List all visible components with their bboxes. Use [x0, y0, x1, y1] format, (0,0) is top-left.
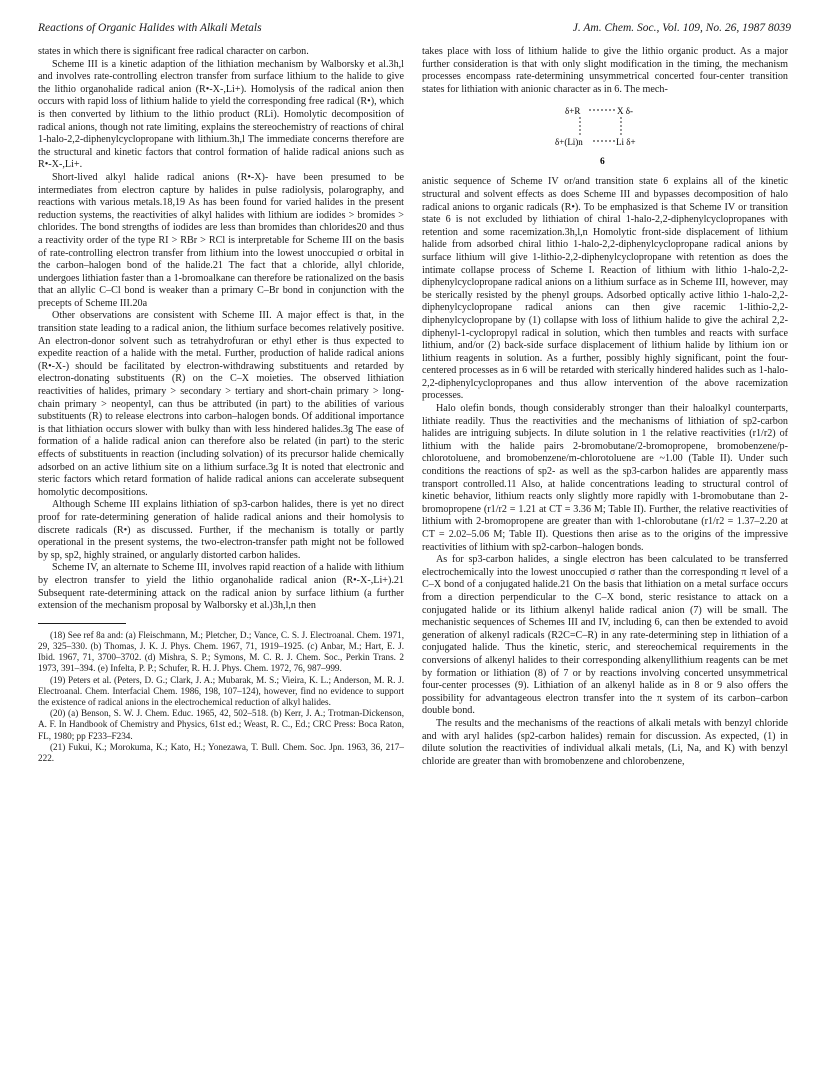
body-paragraph: Halo olefin bonds, though considerably stronger than their haloalkyl counterparts, lithiate readily. Thus the reactivities and the mechanisms of lithiation of sp2-carbon halides are intriguing subjects. In dilute solution in 1 the relative reactivities (r1/r2) of lithium with the halide pairs 2-bromobutane/2-bromopropene, bromobenzene/p-chlorotoluene, and bromobenzene/m-chlorotoluene are ~1.00 (Table II). Under such conditions the reactions of sp2- as well as the sp3-carbon halides are apparently mass transport controlled.11 Also, at halide concentrations leading to structural control of kinetic behavior, lithium reacts only slightly more rapidly with 1-bromobutane than 2-bromopropene (r1/r2 = 1.21 at CT = 3.36 M; Table II). Further, the relative reactivities of lithium with 2-bromopropene are greater than with 1-chlorobutane (r1/r2 = 1.37–2.20 at CT = 2.02–5.06 M; Table II). Questions then arise as to the origins of the impressive reactivities of lithium with sp2-carbon–halogen bonds. [422, 403, 788, 553]
structure-top-right: X δ- [617, 106, 633, 117]
left-column [38, 46, 404, 764]
footnote: (19) Peters et al. (Peters, D. G.; Clark, J. A.; Mubarak, M. S.; Vieira, K. L.; Anderson, M. R. J. Electroanal. Chem. Interfacial Chem. 1986, 198, 107–124), however, find no evidence to support the existence of radical anions in the electrochemical reduction of alkyl halides. [38, 674, 404, 707]
body-paragraph: Although Scheme III explains lithiation of sp3-carbon halides, there is yet no direct proof for rate-determining generation of halide radical anions and their homolysis to discrete radicals (R•) as discussed. Further, if the mechanism is totally or partly operational in the present systems, the two-electron-transfer path might not be followed by sp, sp2, highly strained, or angularly distorted carbon halides. [38, 499, 404, 561]
body-paragraph: states in which there is significant free radical character on carbon. [38, 46, 309, 57]
body-paragraph: Scheme IV, an alternate to Scheme III, involves rapid reaction of a halide with lithium by electron transfer to yield the lithio organohalide radical anion (R•-X-,Li+).21 Subsequent rate-determining attack on the radical anion by surface lithium (a further extension of the mechanism proposal by Walborsky et al.)3h,l,n then [38, 562, 404, 612]
running-head [38, 22, 791, 38]
structure-number: 6 [600, 157, 605, 168]
structure-bottom-left: δ+(Li)n [555, 137, 583, 148]
body-paragraph: Short-lived alkyl halide radical anions (R•-X)- have been presumed to be intermediates from electron capture by halides in pulse radiolysis, polarography, and reactions with various metals.18,19 As has been found for varied halides in the present reduction systems, the reactivities of alkyl halides with lithium are iodides > bromides > chlorides. The bond strengths of iodides are less than bromides than chlorides20 and thus a reactivity order of the type RI > RBr > RCl is interpretable for Scheme III on the basis of rate-controlling electron transfer from lithium into the lowest unoccupied σ orbital in the carbon–halogen bond of the halide.21 The fact that a chloride, allyl chloride, undergoes lithiation faster than a 1-bromoalkane can therefore be rationalized on the basis that an allylic C–Cl bond is weaker than a primary C–Br bond in conjunction with the precepts of Scheme III.20a [38, 171, 404, 309]
body-paragraph: takes place with loss of lithium halide to give the lithio organic product. As a major further consideration is that with only slight modification in the timing, the mechanism processes encompass rate-determining unsymmetrical concerted four-center transition states for lithiation with anionic character as in 6. The mech- [422, 46, 788, 95]
footnote: (21) Fukui, K.; Morokuma, K.; Kato, H.; Yonezawa, T. Bull. Chem. Soc. Jpn. 1963, 36, 217–222. [38, 741, 404, 763]
body-paragraph: Scheme III is a kinetic adaption of the lithiation mechanism by Walborsky et al.3h,l and involves rate-controlling electron transfer from surface lithium to the halide to give the lithio organohalide radical anion (R•-X-,Li+). Homolysis of the radical anion then occurs with rapid loss of lithium halide to yield the corresponding free radical (R•), which is then converted by lithium to the lithio product (RLi). Homolytic decomposition of radical anions, though not rate limiting, explains the stereochemistry of reactions of chiral 1-halo-2,2-diphenylcyclopropane with lithium.3h,l The immediate concerns therefore are the structural and kinetic factors that control formation of halide radical anions such as R•-X-,Li+. [38, 58, 404, 171]
footnote: (18) See ref 8a and: (a) Fleischmann, M.; Pletcher, D.; Vance, C. S. J. Electroanal. Chem. 1971, 29, 325–330. (b) Thomas, J. K. J. Phys. Chem. 1967, 71, 1919–1925. (c) Anbar, M.; Hart, E. J. Ibid. 1967, 71, 3700–3702. (d) Mishra, S. P.; Symons, M. C. R. J. Chem. Soc., Perkin Trans. 2 1973, 391–394. (e) Infelta, P. P.; Schufer, R. H. J. Phys. Chem. 1972, 76, 987–999. [38, 629, 404, 674]
footnote-rule [38, 623, 126, 624]
right-column [422, 46, 788, 768]
body-paragraph: The results and the mechanisms of the reactions of alkali metals with benzyl chloride and with aryl halides (sp2-carbon halides) remain for discussion. As expected, (1) in dilute solution the reactivities of individual alkali metals, (Li, Na, and K) with benzyl chloride are greater than with bromobenzene and chlorobenzene, [422, 717, 788, 767]
body-paragraph: As for sp3-carbon halides, a single electron has been calculated to be transferred electrochemically into the lowest unoccupied σ rather than the corresponding π level of a C–X bond of a conjugated halide.21 On the basis that lithiation on a metal surface occurs from a direction perpendicular to the C–X bond, steric resistance to attack on a conjugated halide or its lithium alkenyl halide radical anion (7) will be small. The mechanistic sequences of Schemes III and IV, including 6, can then be extended to avoid generation of alkenyl radicals (R2C=C–R) in any rate-determining step in lithiation of a conjugated halide. Thus the kinetic, steric, and stereochemical requirements in the conversions of alkenyl halides to their corresponding alkenyllithium reagents can be met by formation or lithiation (8) of 7 or by reactions involving concerted unsymmetrical four-center processes (9). Lithiation of an alkenyl halide as in 8 or 9 also offers the possibility for advantageous electron transfer into the π system of its carbon–carbon double bond. [422, 554, 788, 717]
footnote: (20) (a) Benson, S. W. J. Chem. Educ. 1965, 42, 502–518. (b) Kerr, J. A.; Trotman-Dickenson, A. F. In Handbook of Chemistry and Physics, 61st ed.; Weast, R. C., Ed.; CRC Press: Boca Raton, FL, 1980; pp F233–F234. [38, 708, 404, 741]
body-paragraph: Other observations are consistent with Scheme III. A major effect is that, in the transition state leading to a radical anion, the lithium surface becomes relatively positive. An electron-donor solvent such as tetrahydrofuran or ethyl ether is thus expected to expedite reaction of a halide with the metal. Further, production of halide radical anions (R•-X-) should be facilitated by electron-withdrawing substituents and retarded by electron-donating substituents (R) on the C–X moieties. The observed lithiation reactivities of halides, primary > secondary > tertiary and short-chain primary > long-chain primary > neopentyl, can thus be attributed (in part) to the abilities of various substituents (R) to release electrons into carbon–halogen bonds. Of additional importance is that lithiation occurs slower with bulky than with less hindered halides.3g The ease of formation of a halide radical anion can therefore also be related (in part) to the steric effects of substituents in reaction (including solvation) of its precursor halide chemically adsorbed on an active lithium site on a lithium surface.3g It is noted that electronic and steric factors which retard formation of halide radical anions can accelerate subsequent homolytic decompositions. [38, 310, 404, 498]
footnotes [38, 630, 404, 764]
structure-bottom-right: Li δ+ [616, 137, 636, 148]
structure-6-diagram [545, 102, 665, 168]
body-paragraph: anistic sequence of Scheme IV or/and transition state 6 explains all of the kinetic structural and solvent effects as does Scheme III and bypasses decomposition of halo radical anions to organic radicals (R•). To be emphasized is that Scheme IV or transition state 6 is not excluded by lithiation of chiral 1-halo-2,2-diphenylcyclopropanes with retention and some racemization.3h,l,n Homolytic front-side displacement of lithium halide from adsorbed chiral lithio 1-halo-2,2-diphenylcyclopropane radical anions by surface lithium will give 1-lithio-2,2-diphenylcyclopropane with retention as does the intimate collapse process of Scheme I. Reaction of lithium with lithio 1-halo-2,2-diphenylcyclopropane radical anions on a lithium surface as in Scheme III, however, may be sterically resisted by the phenyl groups. Adsorbed optically active lithio 1-halo-2,2-diphenylcyclopropane radical anions can then give racemic 1-lithio-2,2-diphenylcyclopropane by (1) collapse with loss of lithium halide to give the achiral 2,2-diphenyl-1-cyclopropyl radical in solution, which then tumbles and reacts with surface lithium, and/or (2) back-side surface displacement of lithium halide by lithium ion or lithium reagents in solution. As a further, possibly highly significant, point the four-centered processes as in 6 will be retarded with sterically hindered halides such as 1-halo-2,2-diphenylcyclopropanes and thus allow intervention of the above racemization processes. [422, 176, 788, 402]
structure-top-left: δ+R [565, 106, 581, 117]
running-head-title: Reactions of Organic Halides with Alkali Metals [38, 22, 262, 34]
transition-state-structure [422, 102, 788, 172]
running-head-citation: J. Am. Chem. Soc., Vol. 109, No. 26, 1987 8039 [572, 22, 791, 34]
